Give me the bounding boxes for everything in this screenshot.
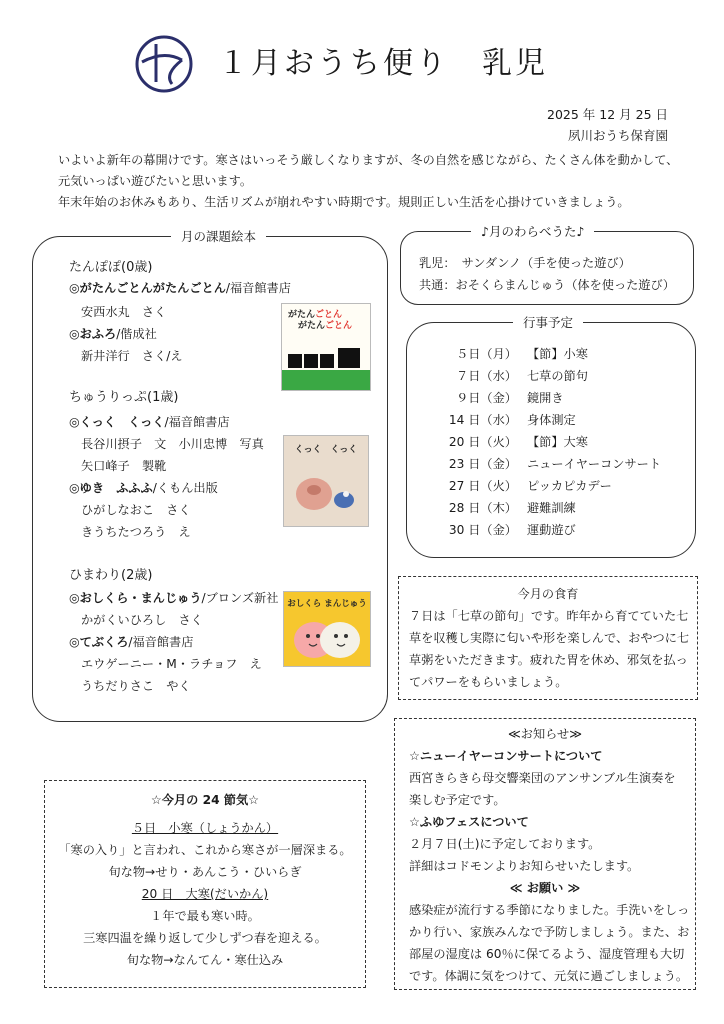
book-credit: 新井洋行 さく/え bbox=[81, 349, 183, 363]
event-name: ニューイヤーコンサート bbox=[527, 457, 662, 471]
event-date: ７日（水） bbox=[456, 369, 517, 383]
book-credit: エウゲーニー・M・ラチョフ え bbox=[81, 657, 262, 671]
issue-date: 2025 年 12 月 25 日 bbox=[547, 107, 668, 122]
food-line: ７日は「七草の節句」です。昨年から育てていた七 bbox=[409, 609, 689, 623]
event-name: 【節】小寒 bbox=[527, 347, 588, 361]
request-title: ≪ お願い ≫ bbox=[509, 881, 581, 895]
book-publisher: /福音館書店 bbox=[128, 635, 194, 649]
nursery-logo-icon bbox=[134, 34, 194, 94]
warabeuta-title: ♪月のわらべうた♪ bbox=[471, 222, 594, 240]
intro-line: 元気いっぱい遊びたいと思います。 bbox=[58, 174, 253, 188]
events-box bbox=[406, 315, 696, 558]
book-cover-kukku-kukku bbox=[283, 435, 369, 527]
notice-line: 楽しむ予定です。 bbox=[409, 793, 506, 807]
book-publisher: /福音館書店 bbox=[164, 415, 230, 429]
request-line: 感染症が流行する季節になりました。手洗いをしっ bbox=[409, 903, 690, 917]
manju-illustration-icon bbox=[284, 610, 370, 666]
school-name: 夙川おうち保育園 bbox=[567, 128, 668, 143]
solar-term-line: 三寒四温を繰り返して少しずつ春を迎える。 bbox=[83, 931, 327, 945]
book-cover-oshikura-manju bbox=[283, 591, 371, 667]
notice-line: ２月７日(土)に予定しております。 bbox=[409, 837, 601, 851]
event-date: 27 日（火） bbox=[448, 479, 517, 493]
request-line: です。体調に気をつけて、元気に過ごしましょう。 bbox=[409, 969, 689, 983]
page-title: １月おうち便り 乳児 bbox=[218, 46, 548, 81]
solar-term-line: １年で最も寒い時。 bbox=[150, 909, 260, 923]
section-heading: ちゅうりっぷ(1歳) bbox=[69, 390, 179, 405]
section-heading: たんぽぽ(0歳) bbox=[69, 260, 153, 275]
notice-line: 西宮きらきら母交響楽団のアンサンブル生演奏を bbox=[409, 771, 676, 785]
book-title bbox=[69, 633, 193, 651]
book-credit: ひがしなおこ さく bbox=[81, 503, 191, 517]
book-publisher: /福音館書店 bbox=[225, 281, 291, 295]
book-publisher: /偕成社 bbox=[116, 327, 157, 341]
notice-heading: ☆ふゆフェスについて bbox=[409, 815, 529, 829]
book-name: ◎くっく くっく bbox=[69, 415, 165, 429]
event-name: 身体測定 bbox=[527, 413, 576, 427]
intro-line: いよいよ新年の幕開けです。寒さはいっそう厳しくなりますが、冬の自然を感じながら、たくさん体を動かして、 bbox=[58, 153, 679, 167]
intro-line: 年末年始のお休みもあり、生活リズムが崩れやすい時期です。規則正しい生活を心掛けていきましょう。 bbox=[58, 195, 630, 209]
book-title bbox=[69, 325, 157, 343]
cover-text: くっく くっく bbox=[294, 445, 358, 455]
book-publisher: /ブロンズ新社 bbox=[201, 591, 279, 605]
picture-books-box bbox=[32, 229, 388, 722]
intro-text bbox=[58, 150, 698, 213]
cover-text: ごとん bbox=[325, 321, 353, 331]
notice-box bbox=[394, 718, 696, 990]
book-credit: 安西水丸 さく bbox=[81, 305, 167, 319]
cover-text: がたん bbox=[288, 310, 316, 320]
event-date: 28 日（木） bbox=[448, 501, 517, 515]
event-date: ９日（金） bbox=[456, 391, 517, 405]
food-title: 今月の食育 bbox=[517, 587, 579, 601]
solar-terms-title: ☆今月の 24 節気☆ bbox=[150, 793, 260, 807]
request-line: かり行い、家族みんなで予防しましょう。また、お bbox=[409, 925, 690, 939]
warabeuta-line: 乳児： サンダンノ（手を使った遊び） bbox=[419, 256, 631, 270]
request-line: 部屋の湿度は 60％に保てるよう、湿度管理も大切 bbox=[409, 947, 685, 961]
shoe-illustration-icon bbox=[284, 456, 368, 526]
book-credit: かがくいひろし さく bbox=[81, 613, 203, 627]
event-name: 運動遊び bbox=[527, 523, 576, 537]
events-title: 行事予定 bbox=[513, 313, 583, 331]
book-title bbox=[69, 279, 291, 297]
food-line: 草粥をいただきます。疲れた胃を休め、邪気を払っ bbox=[409, 653, 688, 667]
warabeuta-box bbox=[400, 224, 694, 305]
food-line: 草を収穫し実際に匂いや形を楽しんで、おやつに七 bbox=[409, 631, 690, 645]
solar-term-heading: ５日 小寒（しょうかん） bbox=[131, 821, 279, 835]
book-name: ◎てぶくろ bbox=[69, 635, 129, 649]
book-credit: 矢口峰子 製靴 bbox=[81, 459, 167, 473]
notice-line: 詳細はコドモンよりお知らせいたします。 bbox=[409, 859, 640, 873]
picture-books-title: 月の課題絵本 bbox=[171, 227, 266, 245]
book-title bbox=[69, 589, 278, 607]
solar-term-line: 「寒の入り」と言われ、これから寒さが一層深まる。 bbox=[58, 843, 352, 857]
event-name: ピッカピカデー bbox=[527, 479, 612, 493]
food-line: てパワーをもらいましょう。 bbox=[409, 675, 568, 689]
food-education-box bbox=[398, 576, 698, 700]
section-heading: ひまわり(2歳) bbox=[69, 568, 153, 583]
book-name: ◎がたんごとんがたんごとん bbox=[69, 281, 226, 295]
book-title bbox=[69, 413, 230, 431]
book-credit: うちだりさこ やく bbox=[81, 679, 191, 693]
cover-text: がたん bbox=[298, 321, 326, 331]
notice-heading: ☆ニューイヤーコンサートについて bbox=[409, 749, 603, 763]
event-date: 14 日（水） bbox=[448, 413, 517, 427]
event-name: 七草の節句 bbox=[527, 369, 588, 383]
event-name: 避難訓練 bbox=[527, 501, 576, 515]
cover-text: ごとん bbox=[315, 310, 343, 320]
solar-terms-box bbox=[44, 780, 366, 988]
book-title bbox=[69, 479, 218, 497]
event-name: 鏡開き bbox=[527, 391, 564, 405]
book-credit: 長谷川摂子 文 小川忠博 写真 bbox=[81, 437, 264, 451]
event-date: 20 日（火） bbox=[448, 435, 517, 449]
solar-term-line: 旬な物→なんてん・寒仕込み bbox=[126, 953, 284, 967]
book-name: ◎おしくら・まんじゅう bbox=[69, 591, 202, 605]
book-publisher: /くもん出版 bbox=[152, 481, 218, 495]
event-date: ５日（月） bbox=[456, 347, 517, 361]
book-name: ◎ゆき ふふふ bbox=[69, 481, 153, 495]
book-cover-gatan-goton bbox=[281, 303, 371, 391]
solar-term-line: 旬な物→せり・あんこう・ひいらぎ bbox=[108, 865, 302, 879]
book-name: ◎おふろ bbox=[69, 327, 117, 341]
book-credit: きうちたつろう え bbox=[81, 525, 191, 539]
train-illustration-icon bbox=[282, 344, 370, 390]
solar-term-heading: 20 日 大寒(だいかん) bbox=[141, 887, 269, 901]
notice-title: ≪お知らせ≫ bbox=[508, 727, 582, 741]
cover-text: おしくら まんじゅう bbox=[287, 599, 367, 609]
warabeuta-line: 共通：おそくらまんじゅう（体を使った遊び） bbox=[419, 278, 675, 292]
event-date: 23 日（金） bbox=[448, 457, 517, 471]
event-name: 【節】大寒 bbox=[527, 435, 588, 449]
event-date: 30 日（金） bbox=[448, 523, 517, 537]
